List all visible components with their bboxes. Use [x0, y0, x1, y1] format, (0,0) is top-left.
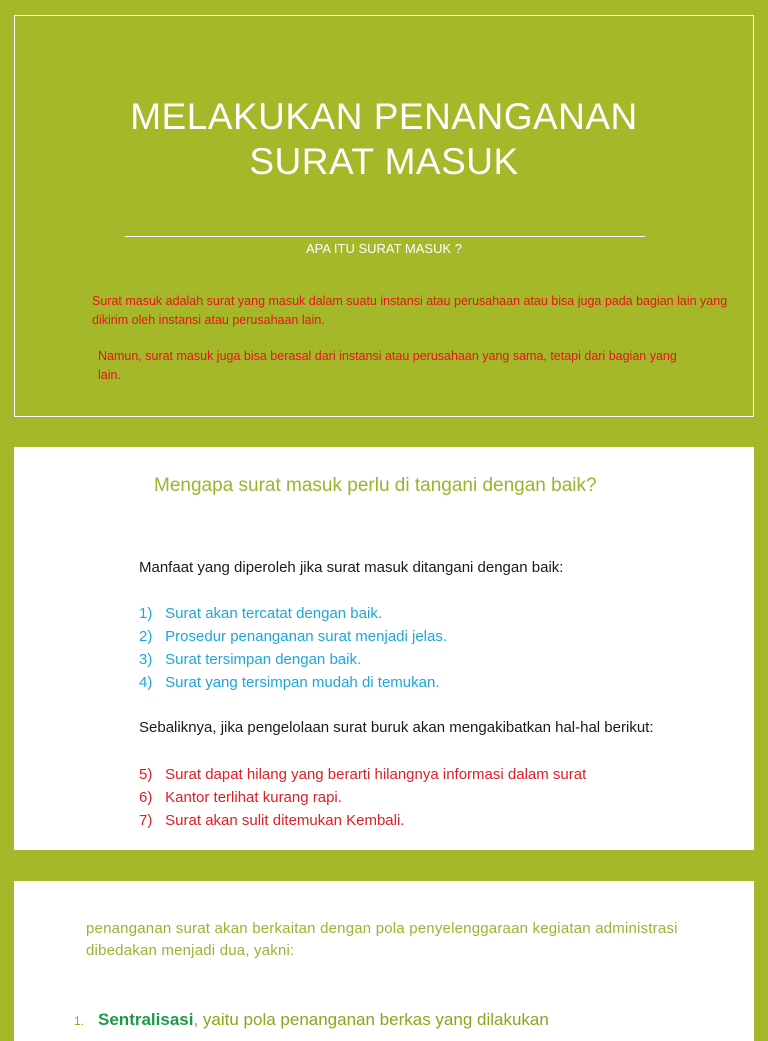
- bullet-text: , yaitu pola penanganan berkas yang dilakukan: [193, 1010, 549, 1029]
- list-item: [139, 671, 739, 694]
- list-number: 6): [139, 789, 153, 806]
- slide-subtitle: APA ITU SURAT MASUK ?: [305, 241, 463, 256]
- list-item: [139, 625, 739, 648]
- list-number: 1): [139, 605, 153, 622]
- benefits-intro: Manfaat yang diperoleh jika surat masuk ditangani dengan baik:: [139, 559, 564, 576]
- list-number: 3): [139, 651, 153, 668]
- consequences-list: [139, 763, 739, 832]
- list-number: 4): [139, 674, 153, 691]
- list-text: Surat dapat hilang yang berarti hilangnya informasi dalam surat: [165, 766, 587, 783]
- slide-title: [15, 94, 753, 184]
- list-item: [139, 602, 739, 625]
- list-text: Prosedur penanganan surat menjadi jelas.: [165, 628, 448, 645]
- list-item: [139, 763, 739, 786]
- slide-3-intro: penanganan surat akan berkaitan dengan pola penyelenggaraan kegiatan administrasi dibedakan menjadi dua, yakni:: [86, 920, 678, 959]
- definition-paragraph-1: Surat masuk adalah surat yang masuk dalam suatu instansi atau perusahaan atau bisa juga pada bagian lain yang dikirim oleh instansi atau perusahaan lain.: [92, 294, 728, 327]
- slide-1: [14, 15, 754, 417]
- list-text: Kantor terlihat kurang rapi.: [165, 789, 342, 806]
- list-number: 2): [139, 628, 153, 645]
- consequences-intro: Sebaliknya, jika pengelolaan surat buruk akan mengakibatkan hal-hal berikut:: [139, 719, 654, 736]
- list-text: Surat akan tercatat dengan baik.: [165, 605, 382, 622]
- slide-3: [14, 881, 754, 1041]
- list-item: [139, 786, 739, 809]
- centralization-bullet: [74, 1008, 714, 1033]
- definition-paragraph-2: Namun, surat masuk juga bisa berasal dari instansi atau perusahaan yang sama, tetapi dari bagian yang lain.: [98, 349, 677, 382]
- list-text: Surat yang tersimpan mudah di temukan.: [165, 674, 440, 691]
- list-text: Surat tersimpan dengan baik.: [165, 651, 362, 668]
- title-divider: [125, 236, 645, 237]
- bullet-number: 1.: [74, 1014, 85, 1028]
- list-item: [139, 648, 739, 671]
- slide-2: [14, 447, 754, 850]
- title-line-1: MELAKUKAN PENANGANAN: [130, 96, 638, 137]
- list-text: Surat akan sulit ditemukan Kembali.: [165, 812, 405, 829]
- list-number: 5): [139, 766, 153, 783]
- title-line-2: SURAT MASUK: [249, 141, 519, 182]
- benefits-list: [139, 602, 739, 694]
- list-number: 7): [139, 812, 153, 829]
- slide-2-title: Mengapa surat masuk perlu di tangani dengan baik?: [154, 475, 597, 496]
- list-item: [139, 809, 739, 832]
- bullet-term: Sentralisasi: [98, 1010, 194, 1029]
